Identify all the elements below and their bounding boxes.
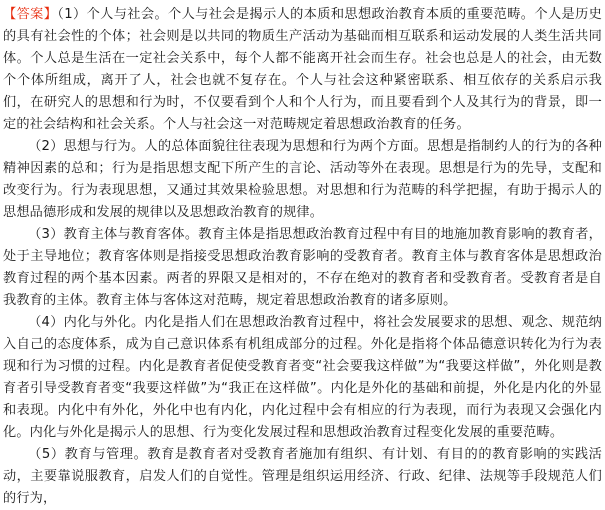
paragraph-thought-behavior: （2）思想与行为。人的总体面貌往往表现为思想和行为两个方面。思想是指制约人的行为的各种精神因素的总和；行为是指思想支配下所产生的言论、活动等外在表现。思想是行为的先导，支配和改变行为。行为表现思想，又通过其效果检验思想。对思想和行为范畴的科学把握，有助于揭示人的思想品德形成和发展的规律以及思想政治教育的规律。 bbox=[3, 139, 602, 220]
paragraph-internalization-externalization: （4）内化与外化。内化是指人们在思想政治教育过程中，将社会发展要求的思想、观念、规范纳入自己的态度体系，成为自己意识体系有机组成部分的过程。外化是指将个体品德意识转化为行为表现和行为习惯的过程。内化是教育者促使受教育者变“社会要我这样做”为“我要这样做”，外化则是教育者引导受教育者变“我要这样做”为“我正在这样做”。内化是外化的基础和前提，外化是内化的外显和表现。内化中有外化，外化中也有内化，内化过程中会有相应的行为表现，而行为表现又会强化内化。内化与外化是揭示人的思想、行为变化发展过程和思想政治教育过程变化发展的重要范畴。 bbox=[3, 315, 602, 440]
paragraph-education-management: （5）教育与管理。教育是教育者对受教育者施加有组织、有计划、有目的的教育影响的实践活动，主要靠说服教育，启发人们的自觉性。管理是组织运用经济、行政、纪律、法规等手段规范人们的行为， bbox=[3, 447, 602, 506]
paragraph-text: （1）个人与社会。个人与社会是揭示人的本质和思想政治教育本质的重要范畴。个人是历史的具有社会性的个体；社会则是以共同的物质生产活动为基础而相互联系和运动发展的人类生活共同体。个人总是生活在一定社会关系中，每个人都不能离开社会而生存。社会也总是人的社会，由无数个个体所组成，离开了人，社会也就不复存在。个人与社会这种紧密联系、相互依存的关系启示我们，在研究人的思想和行为时，不仅要看到个人和个人行为，而且要看到个人及其行为的背景，即一定的社会结构和社会关系。个人与社会这一对范畴规定着思想政治教育的任务。 bbox=[3, 7, 602, 132]
paragraph-subject-object: （3）教育主体与教育客体。教育主体是指思想政治教育过程中有目的地施加教育影响的教育者，处于主导地位；教育客体则是指接受思想政治教育影响的受教育者。教育主体与教育客体是思想政治教育过程的两个基本因素。两者的界限又是相对的，不存在绝对的教育者和受教育者。受教育者是自我教育的主体。教育主体与客体这对范畴，规定着思想政治教育的诸多原则。 bbox=[3, 227, 602, 308]
paragraph-individual-society bbox=[3, 4, 602, 136]
answer-tag: 【答案】 bbox=[3, 7, 58, 22]
